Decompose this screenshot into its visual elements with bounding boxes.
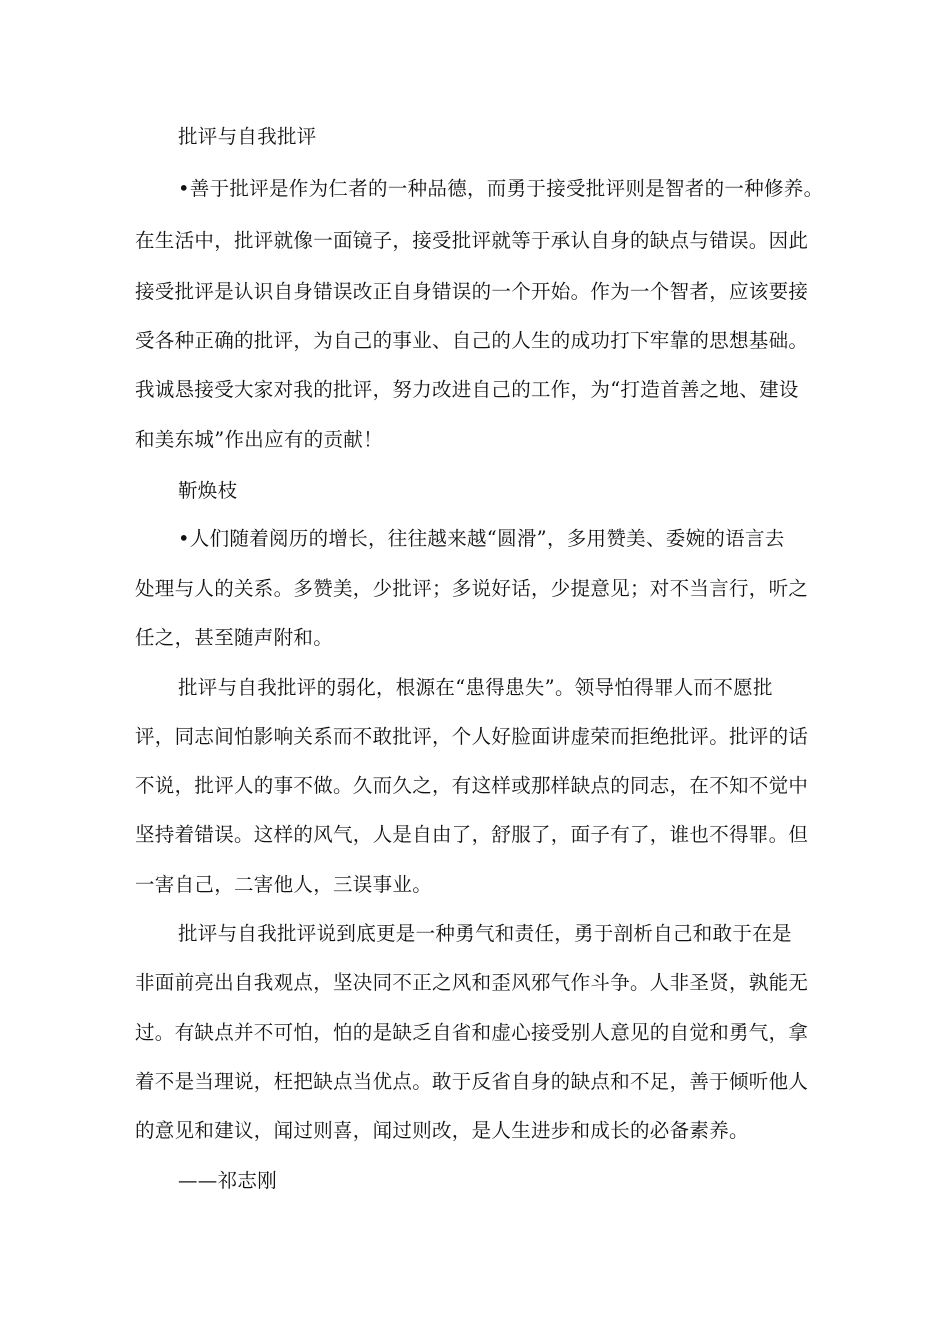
paragraph-4-line-1: 批评与自我批评说到底更是一种勇气和责任，勇于剖析自己和敢于在是 [178, 922, 792, 945]
paragraph-1-line-3: 接受批评是认识自身错误改正自身错误的一个开始。作为一个智者，应该要接 [135, 280, 809, 303]
paragraph-3-line-5: 一害自己，二害他人，三误事业。 [135, 873, 433, 896]
document-title: 批评与自我批评 [178, 125, 317, 148]
paragraph-4-line-4: 着不是当理说，枉把缺点当优点。敢于反省自身的缺点和不足，善于倾听他人 [135, 1070, 809, 1093]
paragraph-3-line-1: 批评与自我批评的弱化，根源在“患得患失”。领导怕得罪人而不愿批 [178, 676, 773, 699]
paragraph-1-line-4: 受各种正确的批评，为自己的事业、自己的人生的成功打下牢靠的思想基础。 [135, 329, 809, 352]
author-1: 靳焕枝 [178, 479, 238, 502]
paragraph-3-line-2: 评，同志间怕影响关系而不敢批评，个人好脸面讲虚荣而拒绝批评。批评的话 [135, 725, 809, 748]
paragraph-4-line-5: 的意见和建议，闻过则喜，闻过则改，是人生进步和成长的必备素养。 [135, 1119, 749, 1142]
paragraph-3-line-4: 坚持着错误。这样的风气，人是自由了，舒服了，面子有了，谁也不得罪。但 [135, 823, 809, 846]
paragraph-1-line-1: •善于批评是作为仁者的一种品德，而勇于接受批评则是智者的一种修养。 [178, 177, 824, 200]
paragraph-4-line-3: 过。有缺点并不可怕，怕的是缺乏自省和虚心接受别人意见的自觉和勇气，拿 [135, 1021, 809, 1044]
paragraph-3-line-3: 不说，批评人的事不做。久而久之，有这样或那样缺点的同志，在不知不觉中 [135, 774, 809, 797]
paragraph-2-line-1: •人们随着阅历的增长，往往越来越“圆滑”，多用赞美、委婉的语言去 [178, 527, 785, 550]
paragraph-2-line-3: 任之，甚至随声附和。 [135, 626, 334, 649]
paragraph-1-line-5: 我诚恳接受大家对我的批评，努力改进自己的工作，为“打造首善之地、建设 [135, 378, 799, 401]
paragraph-1-line-6: 和美东城”作出应有的贡献！ [135, 428, 383, 451]
author-2: ——祁志刚 [178, 1169, 277, 1192]
paragraph-1-line-2: 在生活中，批评就像一面镜子，接受批评就等于承认自身的缺点与错误。因此 [135, 229, 809, 252]
paragraph-4-line-2: 非面前亮出自我观点，坚决同不正之风和歪风邪气作斗争。人非圣贤，孰能无 [135, 971, 809, 994]
paragraph-2-line-2: 处理与人的关系。多赞美，少批评；多说好话，少提意见；对不当言行，听之 [135, 577, 809, 600]
